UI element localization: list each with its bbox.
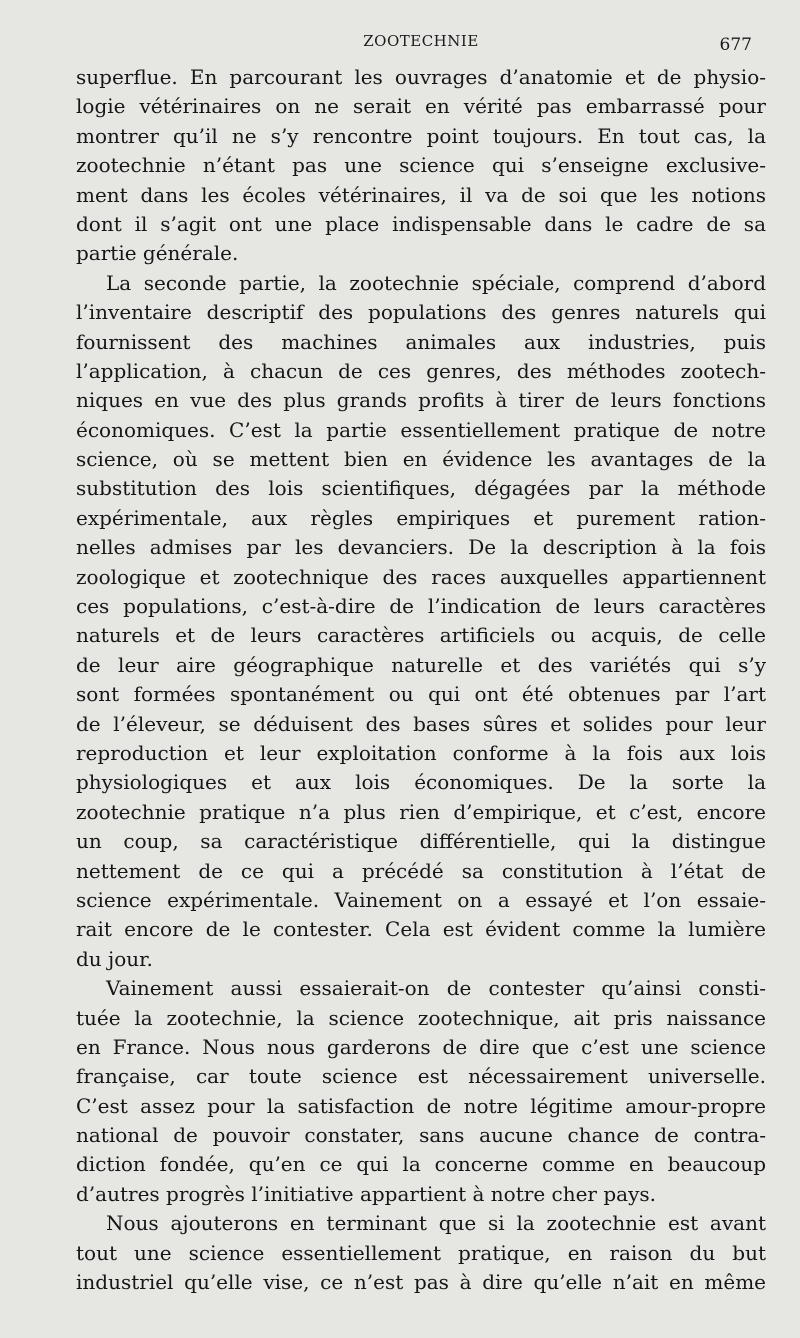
text-line: naturels et de leurs caractères artificiels ou acquis, de celle <box>76 623 766 648</box>
text-line: de l’éleveur, se déduisent des bases sûres et solides pour leur <box>76 711 766 736</box>
text-line: de leur aire géographique naturelle et des variétés qui s’y <box>76 652 766 677</box>
text-line: française, car toute science est nécessairement universelle. <box>76 1064 766 1089</box>
text-line: niques en vue des plus grands profits à tirer de leurs fonctions <box>76 388 766 413</box>
text-line: d’autres progrès l’initiative appartient à notre cher pays. <box>76 1181 656 1206</box>
text-line: zoologique et zootechnique des races auxquelles appartiennent <box>76 564 766 589</box>
paragraph-zootechnie-speciale <box>76 269 766 974</box>
text-line: La seconde partie, la zootechnie spéciale, comprend d’abord <box>106 270 766 295</box>
text-line: C’est assez pour la satisfaction de notre légitime amour-propre <box>76 1093 766 1118</box>
text-line: physiologiques et aux lois économiques. De la sorte la <box>76 770 766 795</box>
text-line: nelles admises par les devanciers. De la description à la fois <box>76 535 766 560</box>
text-line: logie vétérinaires on ne serait en vérité pas embarrassé pour <box>76 94 766 119</box>
text-line: sont formées spontanément ou qui ont été obtenues par l’art <box>76 682 766 707</box>
text-line: fournissent des machines animales aux industries, puis <box>76 329 766 354</box>
text-line: rait encore de le contester. Cela est évident comme la lumière <box>76 917 766 942</box>
text-line: ment dans les écoles vétérinaires, il va de soi que les notions <box>76 182 766 207</box>
text-line: un coup, sa caractéristique différentielle, qui la distingue <box>76 829 766 854</box>
text-line: ces populations, c’est-à-dire de l’indication de leurs caractères <box>76 594 766 619</box>
text-line: partie générale. <box>76 241 239 266</box>
text-line: l’application, à chacun de ces genres, des méthodes zootech- <box>76 358 766 383</box>
text-line: économiques. C’est la partie essentiellement pratique de notre <box>76 417 766 442</box>
text-line: tuée la zootechnie, la science zootechnique, ait pris naissance <box>76 1005 766 1030</box>
paragraph-naissance-en-france <box>76 974 766 1209</box>
running-head <box>76 32 766 54</box>
text-line: tout une science essentiellement pratique, en raison du but <box>76 1240 766 1265</box>
text-line: en France. Nous nous garderons de dire que c’est une science <box>76 1034 766 1059</box>
text-line: expérimentale, aux règles empiriques et purement ration- <box>76 505 766 530</box>
paragraph-continuation <box>76 63 766 269</box>
text-line: montrer qu’il ne s’y rencontre point toujours. En tout cas, la <box>76 123 766 148</box>
text-line: Vainement aussi essaierait-on de contester qu’ainsi consti- <box>106 976 766 1001</box>
text-line: national de pouvoir constater, sans aucune chance de contra- <box>76 1123 766 1148</box>
text-line: Nous ajouterons en terminant que si la zootechnie est avant <box>106 1211 766 1236</box>
text-line: science, où se mettent bien en évidence les avantages de la <box>76 447 766 472</box>
text-line: zootechnie n’étant pas une science qui s’enseigne exclusive- <box>76 153 766 178</box>
text-line: reproduction et leur exploitation conforme à la fois aux lois <box>76 740 766 765</box>
text-line: diction fondée, qu’en ce qui la concerne comme en beaucoup <box>76 1152 766 1177</box>
text-line: superflue. En parcourant les ouvrages d’anatomie et de physio- <box>76 65 766 89</box>
page-number: 677 <box>719 35 752 55</box>
text-line: zootechnie pratique n’a plus rien d’empirique, et c’est, encore <box>76 799 766 824</box>
text-line: du jour. <box>76 946 153 971</box>
text-line: l’inventaire descriptif des populations des genres naturels qui <box>76 300 766 325</box>
text-line: industriel qu’elle vise, ce n’est pas à dire qu’elle n’ait en même <box>76 1270 766 1295</box>
text-line: nettement de ce qui a précédé sa constitution à l’état de <box>76 858 766 883</box>
text-line: science expérimentale. Vainement on a essayé et l’on essaie- <box>76 887 766 912</box>
text-line: substitution des lois scientifiques, dégagées par la méthode <box>76 476 766 501</box>
running-title: ZOOTECHNIE <box>363 32 479 50</box>
paragraph-conclusion <box>76 1209 766 1297</box>
body-text <box>76 63 766 1297</box>
text-line: dont il s’agit ont une place indispensable dans le cadre de sa <box>76 211 766 236</box>
